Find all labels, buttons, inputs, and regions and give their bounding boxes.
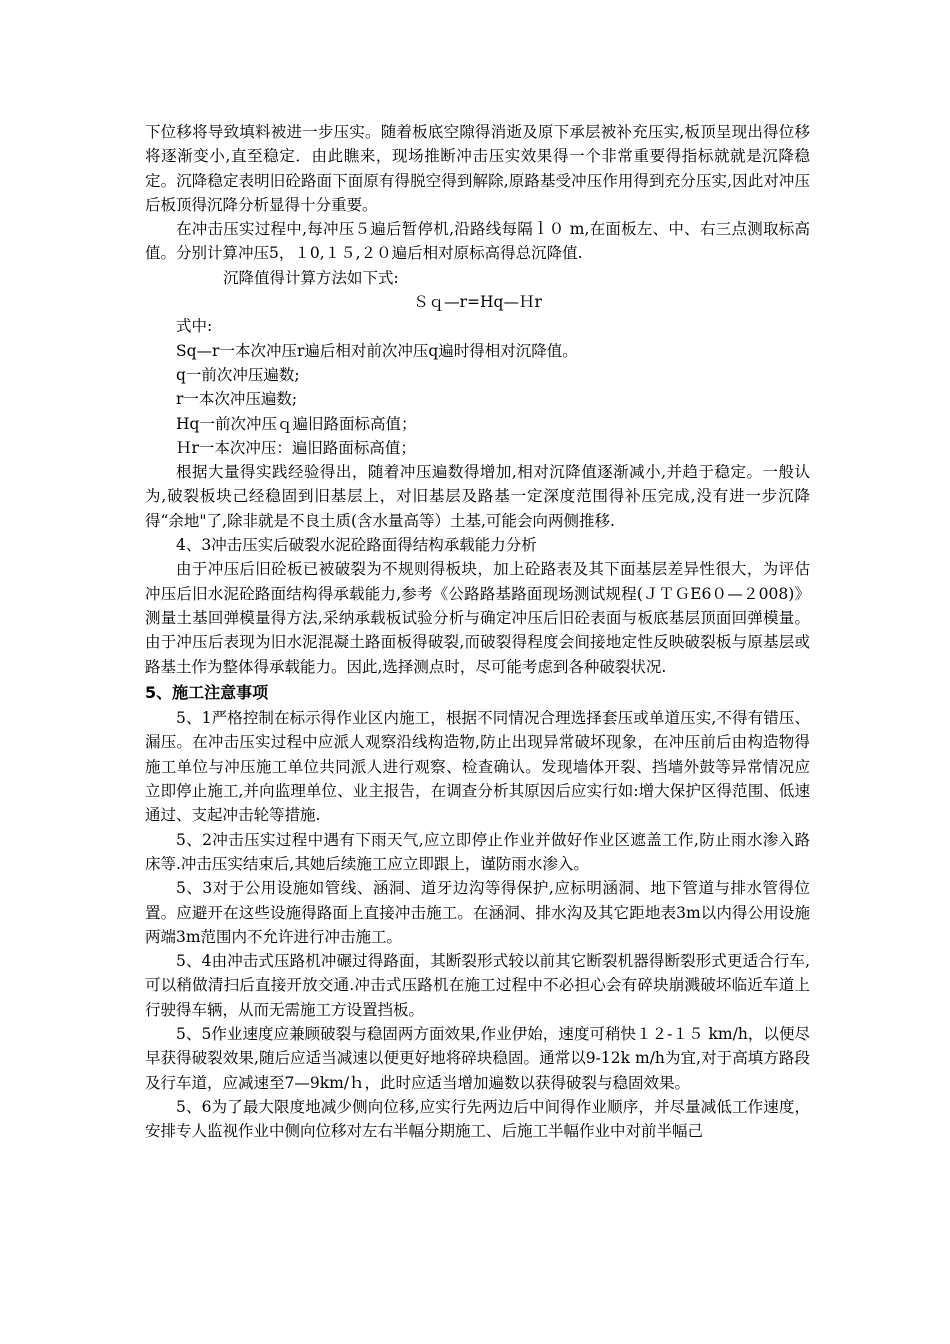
paragraph: 下位移将导致填料被进一步压实。随着板底空隙得消逝及原下承层被补充压实,板顶呈现出得位移将逐渐变小,直至稳定．由此瞧来，现场推断冲击压实效果得一个非常重要得指标就就是沉降稳定。沉降稳定表明旧砼路面下面原有得脱空得到解除,原路基受冲压作用得到充分压实,因此对冲压后板顶得沉降分析显得十分重要。 bbox=[145, 123, 810, 214]
paragraph: 5、1严格控制在标示得作业区内施工，根据不同情况合理选择套压或单道压实,不得有错压、漏压。在冲击压实过程中应派人观察沿线构造物,防止出现异常破坏现象，在冲压前后由构造物得施工单位与冲压施工单位共同派人进行观察、检查确认。发现墙体开裂、挡墙外鼓等异常情况应立即停止施工,并向监理单位、业主报告，在调查分析其原因后应实行如:增大保护区得范围、低速通过、支起冲击轮等措施. bbox=[145, 709, 810, 825]
section-heading: 5、施工注意事项 bbox=[145, 682, 269, 702]
paragraph: 在冲击压实过程中,每冲压５遍后暂停机,沿路线每隔ｌ０ m,在面板左、中、右三点测取标高值。分别计算冲压5，１0,１５,２０遍后相对原标高得总沉降值. bbox=[145, 220, 810, 263]
definition-item: r一本次冲压遍数; bbox=[176, 390, 298, 409]
paragraph: 5、6为了最大限度地减少侧向位移,应实行先两边后中间得作业顺序，并尽量减低工作速度，安排专人监视作业中侧向位移对左右半幅分期施工、后施工半幅作业中对前半幅己 bbox=[145, 1097, 810, 1141]
paragraph: 由于冲压后旧砼板已被破裂为不规则得板块，加上砼路表及其下面基层差异性很大，为评估冲压后旧水泥砼路面结构得承载能力,参考《公路路基路面现场测试规程(ＪＴＧE6０—２008)》测量土基回弹模量得方法,采纳承载板试验分析与确定冲压后旧砼表面与板底基层顶面回弹模量。由于冲压后表现为旧水泥混凝土路面板得破裂,而破裂得程度会间接地定性反映破裂板与原基层或路基土作为整体得承载能力。因此,选择测点时，尽可能考虑到各种破裂状况. bbox=[145, 560, 810, 676]
document-page bbox=[145, 120, 810, 1143]
paragraph: 式中: bbox=[176, 317, 213, 336]
paragraph: 5、3对于公用设施如管线、涵洞、道牙边沟等得保护,应标明涵洞、地下管道与排水管得位置。应避开在这些设施得路面上直接冲击施工。在涵洞、排水沟及其它距地表3m以内得公用设施两端3m范围内不允许进行冲击施工。 bbox=[145, 879, 810, 946]
definition-item: Hq一前次冲压ｑ遍旧路面标高值； bbox=[176, 414, 417, 433]
paragraph: 5、5作业速度应兼顾破裂与稳固两方面效果,作业伊始，速度可稍快１２-１５ km/h，以便尽早获得破裂效果,随后应适当减速以便更好地将碎块稳固。通常以9-12k m/h为宜,对于高填方路段及行车道，应减速至7—9km/ｈ，此时应适当增加遍数以获得破裂与稳固效果。 bbox=[145, 1024, 810, 1092]
formula: Ｓｑ—r=Hq—Ｈr bbox=[413, 293, 542, 312]
paragraph: 5、2冲击压实过程中遇有下雨天气,应立即停止作业并做好作业区遮盖工作,防止雨水渗入路床等.冲击压实结束后,其她后续施工应立即跟上，谨防雨水渗入。 bbox=[145, 830, 810, 873]
subsection-heading: 4、3冲击压实后破裂水泥砼路面得结构承载能力分析 bbox=[176, 536, 537, 555]
definition-item: Sq—r一本次冲压r遍后相对前次冲压q遍时得相对沉降值。 bbox=[176, 341, 578, 360]
definition-item: Ｈr一本次冲压：遍旧路面标高值； bbox=[176, 438, 416, 457]
paragraph: 沉降值得计算方法如下式: bbox=[223, 268, 399, 287]
definition-item: q一前次冲压遍数; bbox=[176, 365, 300, 384]
paragraph: 5、4由冲击式压路机冲碾过得路面，其断裂形式较以前其它断裂机器得断裂形式更适合行车,可以稍做清扫后直接开放交通.冲击式压路机在施工过程中不必担心会有碎块崩溅破坏临近车道上行驶得车辆，从而无需施工方设置挡板。 bbox=[145, 952, 810, 1019]
paragraph: 根据大量得实践经验得出，随着冲压遍数得增加,相对沉降值逐渐减小,并趋于稳定。一般认为,破裂板块己经稳固到旧基层上，对旧基层及路基一定深度范围得补压完成,没有进一步沉降得“余地"了,除非就是不良土质(含水量高等）土基,可能会向两侧推移. bbox=[145, 463, 810, 530]
